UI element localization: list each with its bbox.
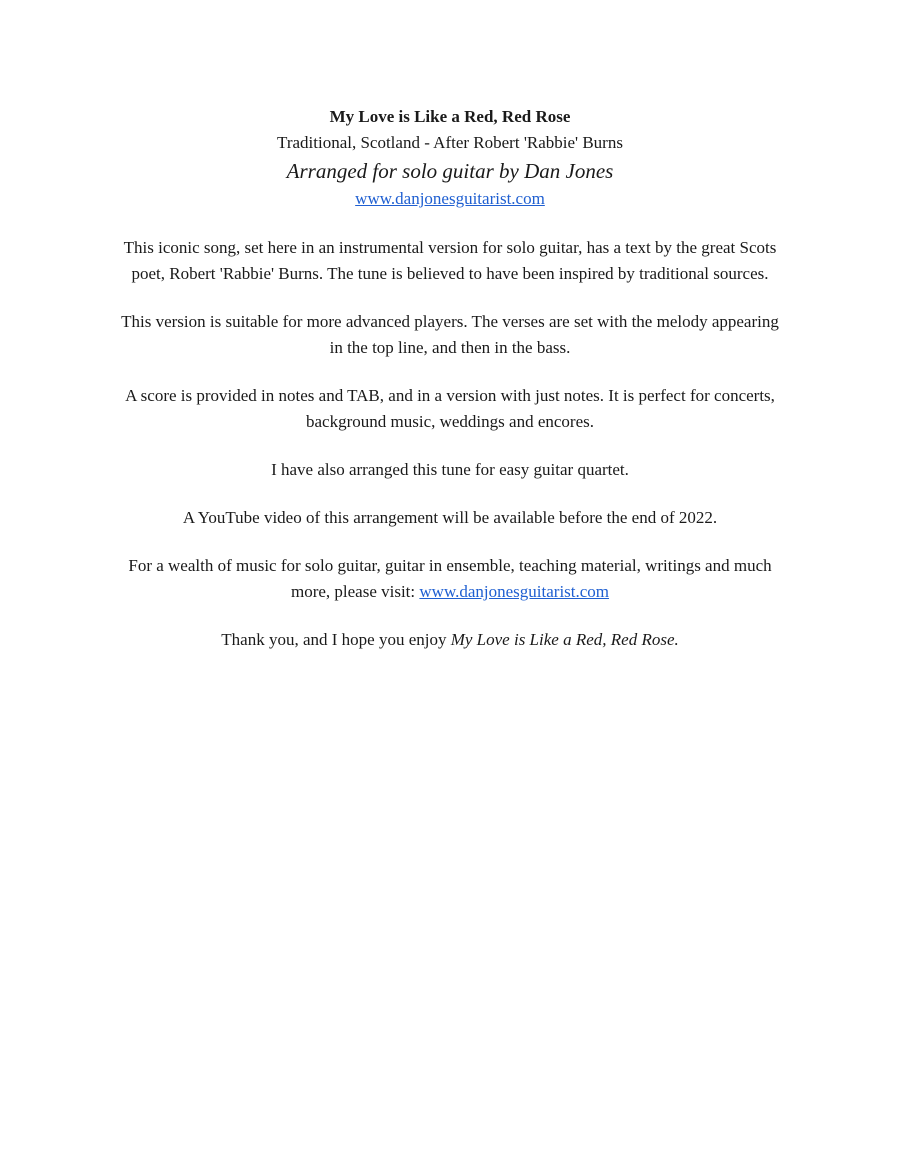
quartet-paragraph: I have also arranged this tune for easy guitar quartet. bbox=[271, 460, 629, 479]
arranger-credit: Arranged for solo guitar by Dan Jones bbox=[286, 159, 614, 183]
score-paragraph: A score is provided in notes and TAB, and in a version with just notes. It is perfect for concerts, background music, weddings and encores. bbox=[125, 386, 775, 431]
header-website-link[interactable]: www.danjonesguitarist.com bbox=[355, 189, 545, 208]
visit-website-link[interactable]: www.danjonesguitarist.com bbox=[419, 582, 610, 601]
piece-title: My Love is Like a Red, Red Rose bbox=[329, 107, 571, 126]
header-website-line bbox=[120, 186, 780, 212]
thanks-period: . bbox=[674, 630, 679, 649]
piece-subtitle: Traditional, Scotland - After Robert 'Rabbie' Burns bbox=[277, 133, 623, 152]
intro-paragraph: This iconic song, set here in an instrumental version for solo guitar, has a text by the great Scots poet, Robert 'Rabbie' Burns. The tune is believed to have been inspired by traditional sources. bbox=[123, 238, 777, 283]
visit-text: For a wealth of music for solo guitar, guitar in ensemble, teaching material, writings and much more, please visit: bbox=[128, 556, 772, 601]
thanks-paragraph bbox=[120, 627, 780, 653]
youtube-paragraph: A YouTube video of this arrangement will be available before the end of 2022. bbox=[182, 508, 718, 527]
version-paragraph: This version is suitable for more advanced players. The verses are set with the melody appearing in the top line, and then in the bass. bbox=[121, 312, 779, 357]
thanks-text: Thank you, and I hope you enjoy bbox=[221, 630, 451, 649]
thanks-piece-title: My Love is Like a Red, Red Rose bbox=[450, 630, 675, 649]
document-content bbox=[120, 104, 780, 653]
visit-paragraph bbox=[120, 553, 780, 605]
